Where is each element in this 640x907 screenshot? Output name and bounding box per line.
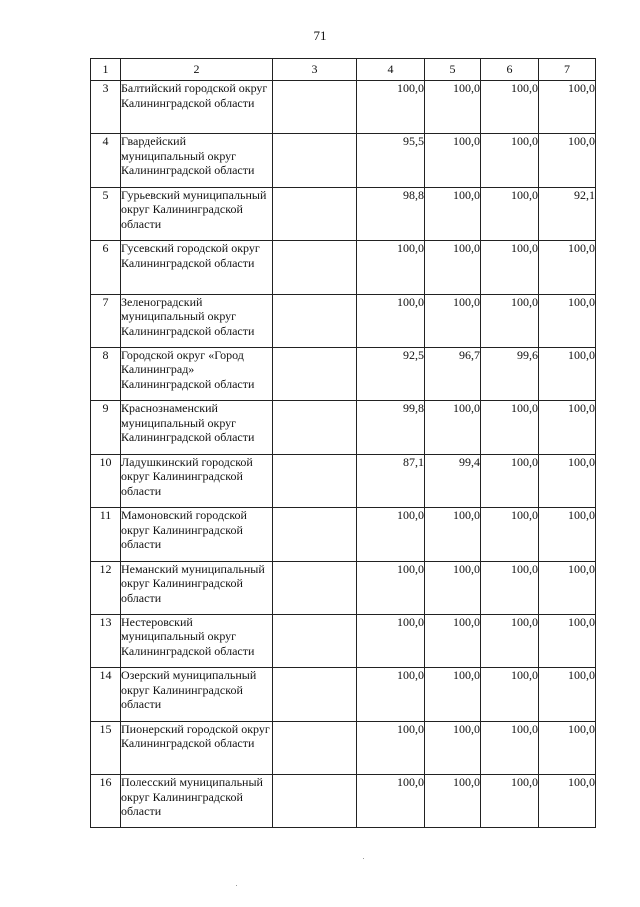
- table-row: [91, 347, 596, 400]
- cell-col4-value: 98,8: [357, 187, 425, 240]
- cell-col7-value: 100,0: [539, 508, 596, 561]
- cell-municipality-name: Гвардейский муниципальный округ Калининградской области: [121, 134, 273, 187]
- table-row: [91, 614, 596, 667]
- cell-col7-value: 100,0: [539, 561, 596, 614]
- cell-col3: [273, 508, 357, 561]
- cell-municipality-name: Озерский муниципальный округ Калининградской области: [121, 668, 273, 721]
- header-cell-col7: 7: [539, 59, 596, 81]
- header-cell-col5: 5: [425, 59, 481, 81]
- cell-municipality-name: Полесский муниципальный округ Калининградской области: [121, 775, 273, 828]
- cell-col3: [273, 347, 357, 400]
- cell-col4-value: 100,0: [357, 775, 425, 828]
- cell-col6-value: 99,6: [481, 347, 539, 400]
- cell-col3: [273, 187, 357, 240]
- cell-row-number: 10: [91, 454, 121, 507]
- cell-col6-value: 100,0: [481, 561, 539, 614]
- cell-col5-value: 100,0: [425, 241, 481, 294]
- cell-col3: [273, 401, 357, 454]
- cell-col7-value: 100,0: [539, 614, 596, 667]
- cell-col5-value: 100,0: [425, 401, 481, 454]
- cell-row-number: 15: [91, 721, 121, 774]
- cell-col6-value: 100,0: [481, 454, 539, 507]
- cell-row-number: 3: [91, 81, 121, 134]
- cell-col5-value: 100,0: [425, 187, 481, 240]
- cell-col4-value: 92,5: [357, 347, 425, 400]
- cell-col3: [273, 81, 357, 134]
- cell-municipality-name: Нестеровский муниципальный округ Калининградской области: [121, 614, 273, 667]
- cell-col6-value: 100,0: [481, 81, 539, 134]
- table-row: [91, 401, 596, 454]
- table-row: [91, 134, 596, 187]
- header-cell-col4: 4: [357, 59, 425, 81]
- table-row: [91, 187, 596, 240]
- table-row: [91, 721, 596, 774]
- cell-row-number: 11: [91, 508, 121, 561]
- cell-row-number: 6: [91, 241, 121, 294]
- cell-col7-value: 100,0: [539, 401, 596, 454]
- table-header: [91, 59, 596, 81]
- cell-row-number: 9: [91, 401, 121, 454]
- municipality-table: [90, 58, 596, 828]
- cell-col5-value: 100,0: [425, 561, 481, 614]
- cell-col5-value: 96,7: [425, 347, 481, 400]
- table-row: [91, 454, 596, 507]
- cell-col3: [273, 241, 357, 294]
- cell-col5-value: 100,0: [425, 508, 481, 561]
- table-row: [91, 668, 596, 721]
- cell-col5-value: 100,0: [425, 81, 481, 134]
- cell-col6-value: 100,0: [481, 721, 539, 774]
- cell-col4-value: 100,0: [357, 241, 425, 294]
- cell-col3: [273, 668, 357, 721]
- cell-col6-value: 100,0: [481, 187, 539, 240]
- header-cell-col1: 1: [91, 59, 121, 81]
- cell-municipality-name: Балтийский городской округ Калининградской области: [121, 81, 273, 134]
- cell-municipality-name: Гурьевский муниципальный округ Калининградской области: [121, 187, 273, 240]
- cell-col5-value: 100,0: [425, 294, 481, 347]
- table-body: [91, 81, 596, 828]
- cell-col4-value: 100,0: [357, 721, 425, 774]
- table-row: [91, 294, 596, 347]
- cell-col7-value: 100,0: [539, 294, 596, 347]
- cell-col3: [273, 721, 357, 774]
- cell-col5-value: 100,0: [425, 668, 481, 721]
- cell-col4-value: 99,8: [357, 401, 425, 454]
- cell-col7-value: 100,0: [539, 721, 596, 774]
- cell-col5-value: 99,4: [425, 454, 481, 507]
- cell-col4-value: 95,5: [357, 134, 425, 187]
- cell-municipality-name: Неманский муниципальный округ Калининградской области: [121, 561, 273, 614]
- cell-row-number: 12: [91, 561, 121, 614]
- cell-col3: [273, 134, 357, 187]
- cell-row-number: 8: [91, 347, 121, 400]
- cell-col4-value: 100,0: [357, 614, 425, 667]
- table-row: [91, 241, 596, 294]
- table-row: [91, 81, 596, 134]
- cell-col4-value: 87,1: [357, 454, 425, 507]
- cell-col3: [273, 561, 357, 614]
- cell-row-number: 14: [91, 668, 121, 721]
- cell-row-number: 13: [91, 614, 121, 667]
- header-cell-col6: 6: [481, 59, 539, 81]
- cell-col5-value: 100,0: [425, 134, 481, 187]
- cell-col7-value: 92,1: [539, 187, 596, 240]
- cell-col4-value: 100,0: [357, 508, 425, 561]
- cell-col6-value: 100,0: [481, 508, 539, 561]
- cell-col7-value: 100,0: [539, 668, 596, 721]
- table-row: [91, 508, 596, 561]
- cell-col4-value: 100,0: [357, 81, 425, 134]
- cell-municipality-name: Краснознаменский муниципальный округ Калининградской области: [121, 401, 273, 454]
- cell-col3: [273, 454, 357, 507]
- cell-row-number: 7: [91, 294, 121, 347]
- cell-col3: [273, 294, 357, 347]
- cell-col7-value: 100,0: [539, 347, 596, 400]
- cell-col7-value: 100,0: [539, 241, 596, 294]
- header-row: [91, 59, 596, 81]
- cell-col6-value: 100,0: [481, 134, 539, 187]
- scan-speck: [236, 885, 237, 886]
- cell-row-number: 16: [91, 775, 121, 828]
- cell-col6-value: 100,0: [481, 294, 539, 347]
- cell-municipality-name: Пионерский городской округ Калининградской области: [121, 721, 273, 774]
- cell-municipality-name: Городской округ «Город Калининград» Калининградской области: [121, 347, 273, 400]
- cell-col5-value: 100,0: [425, 775, 481, 828]
- cell-col5-value: 100,0: [425, 721, 481, 774]
- header-cell-col3: 3: [273, 59, 357, 81]
- cell-col6-value: 100,0: [481, 614, 539, 667]
- cell-col7-value: 100,0: [539, 775, 596, 828]
- cell-row-number: 5: [91, 187, 121, 240]
- cell-col6-value: 100,0: [481, 668, 539, 721]
- cell-row-number: 4: [91, 134, 121, 187]
- header-cell-col2: 2: [121, 59, 273, 81]
- cell-col4-value: 100,0: [357, 294, 425, 347]
- cell-municipality-name: Гусевский городской округ Калининградской области: [121, 241, 273, 294]
- cell-municipality-name: Зеленоградский муниципальный округ Калининградской области: [121, 294, 273, 347]
- cell-col6-value: 100,0: [481, 401, 539, 454]
- cell-col7-value: 100,0: [539, 81, 596, 134]
- cell-municipality-name: Ладушкинский городской округ Калининградской области: [121, 454, 273, 507]
- cell-col4-value: 100,0: [357, 561, 425, 614]
- scan-speck: [363, 858, 364, 859]
- cell-col3: [273, 775, 357, 828]
- cell-municipality-name: Мамоновский городской округ Калининградской области: [121, 508, 273, 561]
- cell-col5-value: 100,0: [425, 614, 481, 667]
- cell-col7-value: 100,0: [539, 454, 596, 507]
- cell-col6-value: 100,0: [481, 241, 539, 294]
- cell-col7-value: 100,0: [539, 134, 596, 187]
- table-row: [91, 775, 596, 828]
- cell-col3: [273, 614, 357, 667]
- cell-col4-value: 100,0: [357, 668, 425, 721]
- table-row: [91, 561, 596, 614]
- cell-col6-value: 100,0: [481, 775, 539, 828]
- page-number: 71: [313, 28, 327, 43]
